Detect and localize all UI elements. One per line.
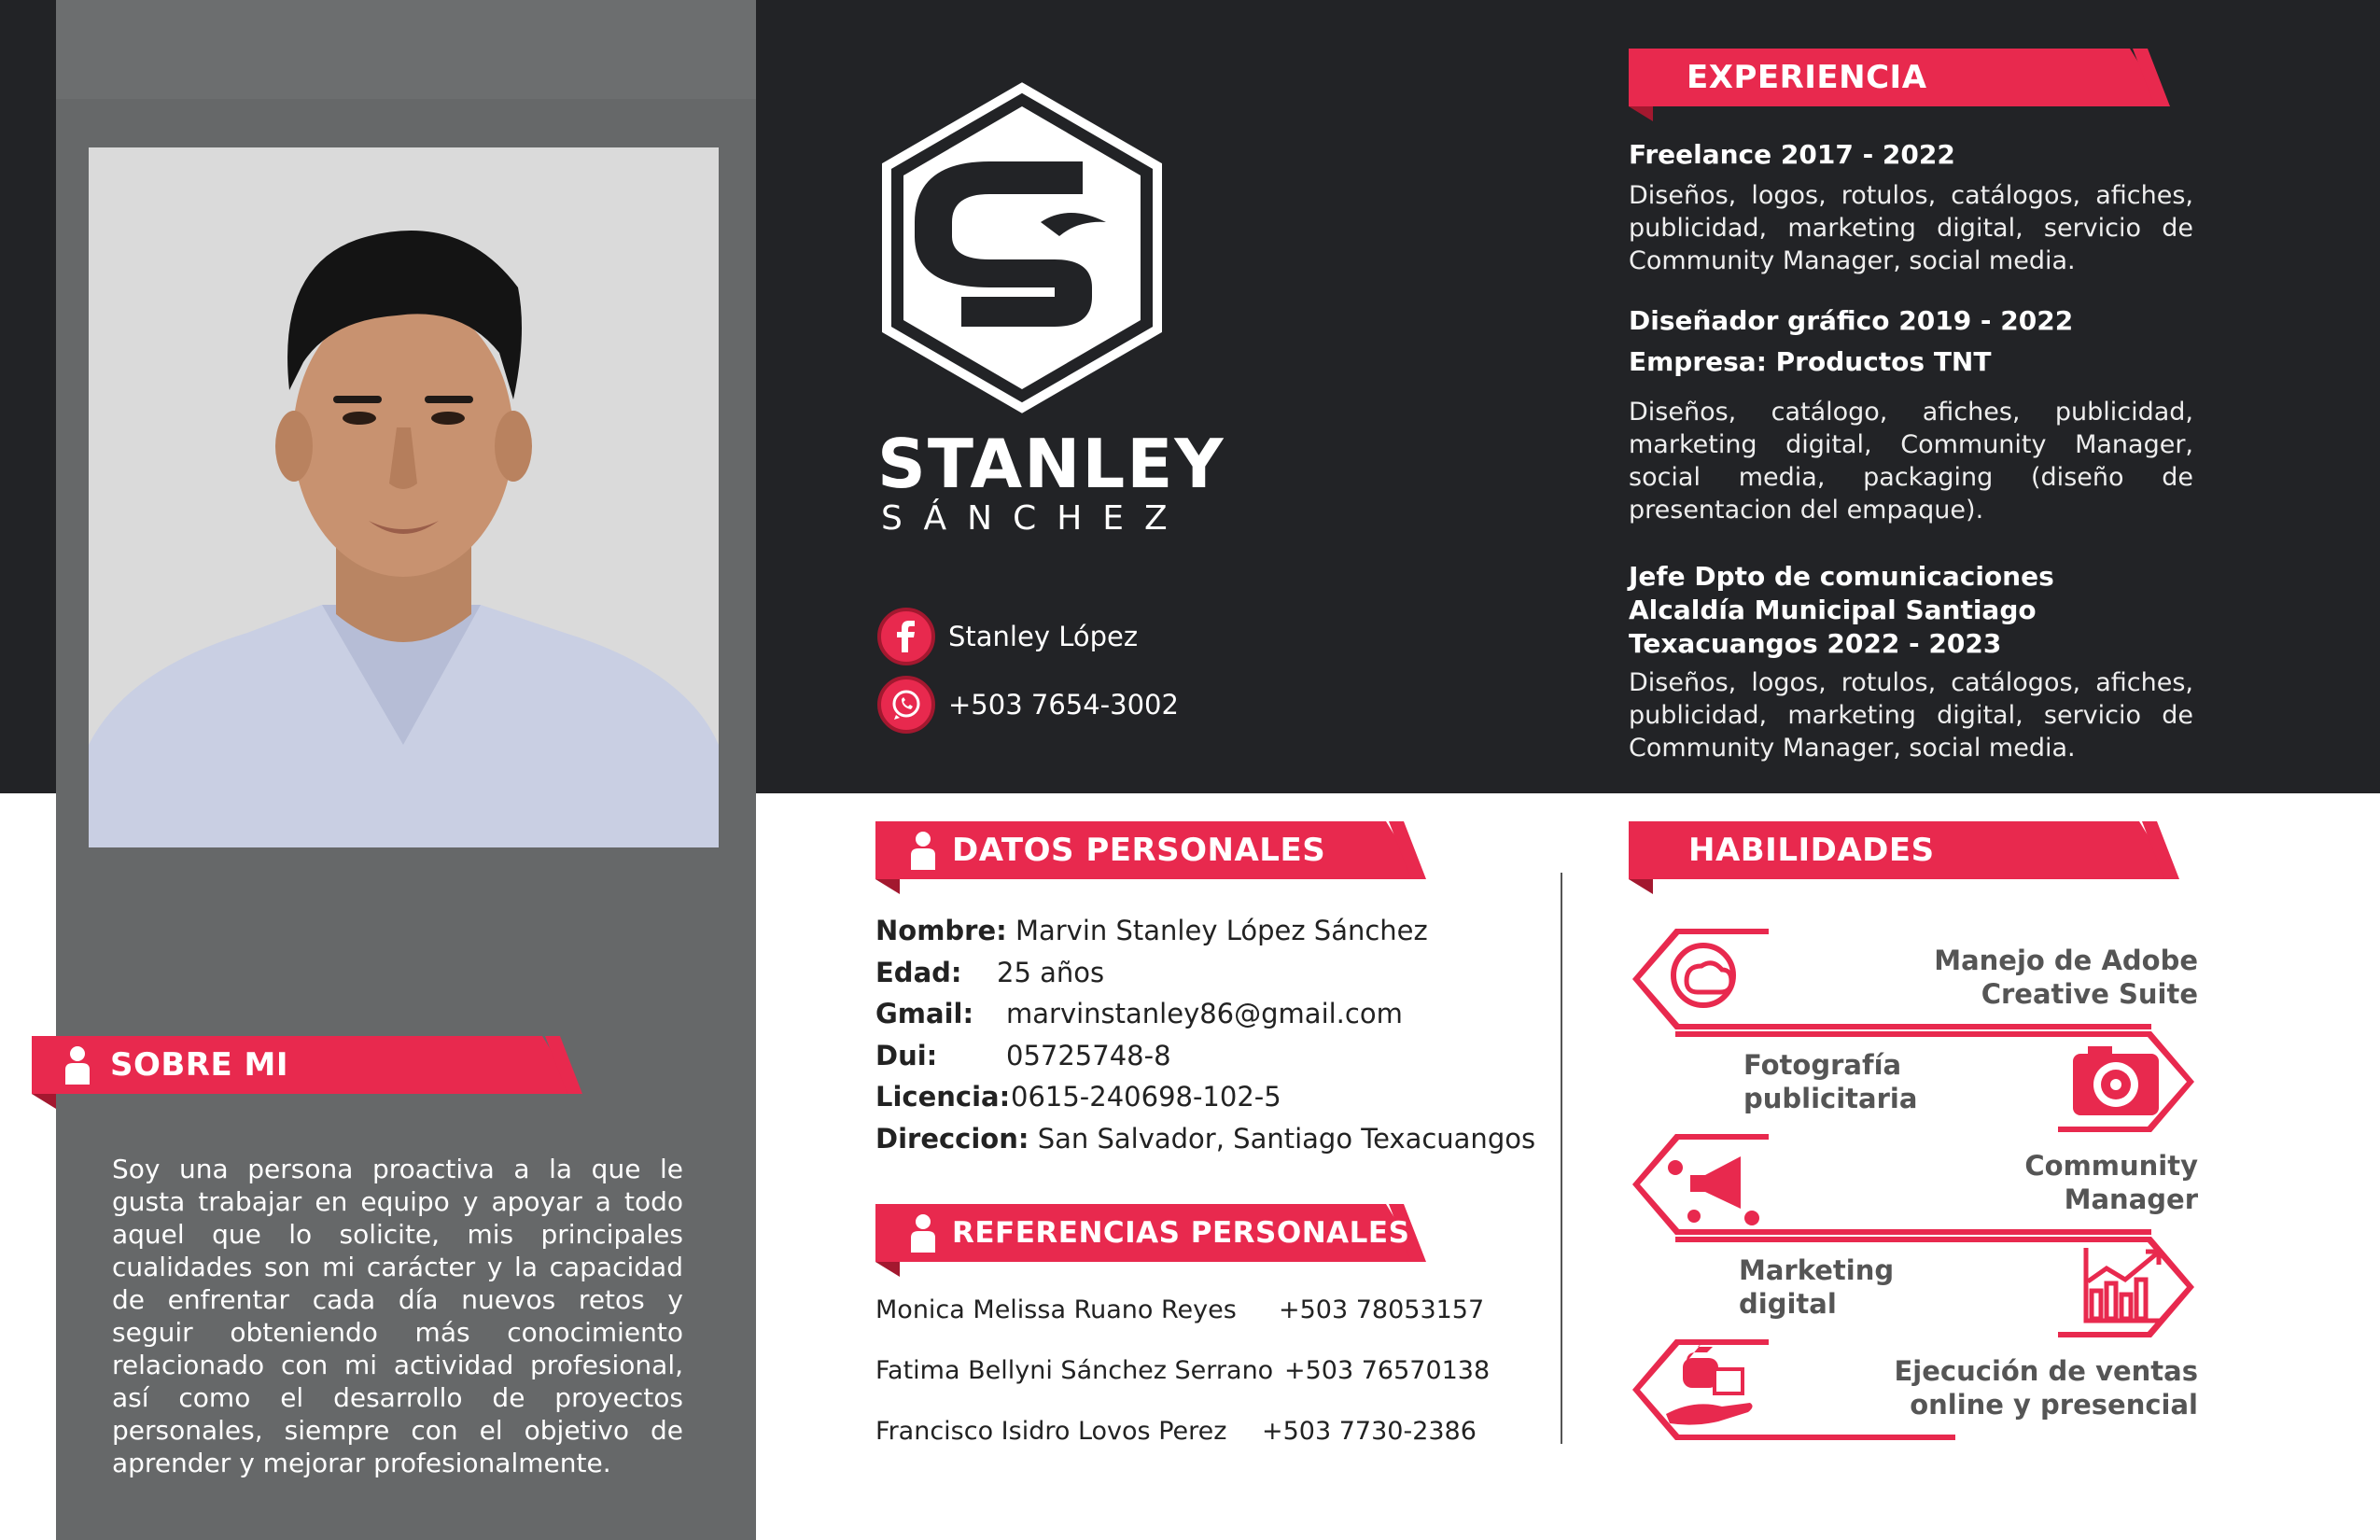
- personal-data-header: [875, 821, 1445, 879]
- whatsapp-number: +503 7654-3002: [948, 689, 1179, 721]
- skill-label: Ejecución de ventas: [1894, 1355, 2198, 1387]
- about-header: [32, 1036, 601, 1094]
- skill-label: digital: [1739, 1288, 1837, 1320]
- person-icon: [63, 1045, 91, 1085]
- about-title: SOBRE MI: [110, 1046, 289, 1084]
- contact-whatsapp[interactable]: [877, 676, 1179, 734]
- skill-item: [1629, 927, 2198, 1031]
- person-icon: [909, 831, 937, 870]
- skill-item: [1629, 1132, 2198, 1237]
- whatsapp-icon: [877, 676, 935, 734]
- experience-item-company: Empresa: Productos TNT: [1629, 346, 1992, 377]
- camera-icon: [2073, 1046, 2159, 1115]
- brand-logo: [877, 82, 1167, 413]
- personal-data-row: Gmail: marvinstanley86@gmail.com: [875, 998, 1403, 1029]
- experience-item-title: Alcaldía Municipal Santiago: [1629, 595, 2037, 625]
- personal-data-row: Edad: 25 años: [875, 956, 1105, 988]
- references-title: REFERENCIAS PERSONALES: [952, 1216, 1410, 1250]
- personal-data-row: Nombre: Marvin Stanley López Sánchez: [875, 915, 1428, 946]
- person-icon: [909, 1213, 937, 1253]
- experience-item: [1629, 560, 2193, 764]
- brand-first-name: STANLEY: [877, 425, 1225, 503]
- skills-header: [1629, 821, 2198, 879]
- skill-label: Marketing: [1739, 1254, 1895, 1286]
- experience-item-title: Freelance 2017 - 2022: [1629, 139, 1955, 170]
- about-text: Soy una persona proactiva a la que le gusta trabajar en equipo y apoyar a todo aquel que lo solicite, mis principales cualidades son mi carácter y la capacidad de enfrentar cada día nuevos retos y seguir obteniendo más conocimiento relacionado con mi actividad profesional, así como el desarrollo de proyectos personales, siempre con el objetivo de aprender y mejorar profesionalmente.: [112, 1154, 683, 1478]
- references-header: [875, 1204, 1445, 1262]
- experience-item-desc: Diseños, catálogo, afiches, publicidad, marketing digital, Community Manager, social media, packaging (diseño de presentacion del empaque).: [1629, 398, 2193, 525]
- skill-item: [1629, 1029, 2198, 1134]
- skill-label: publicitaria: [1743, 1083, 1918, 1114]
- skill-label: Community: [2024, 1150, 2198, 1182]
- experience-item-title: Texacuangos 2022 - 2023: [1629, 628, 2002, 659]
- skill-label: Fotografía: [1743, 1049, 1902, 1081]
- brand-last-name: SÁNCHEZ: [881, 499, 1188, 538]
- facebook-name: Stanley López: [948, 621, 1139, 652]
- personal-data-row: Direccion: San Salvador, Santiago Texacuangos: [875, 1122, 1536, 1155]
- experience-item-title: Jefe Dpto de comunicaciones: [1629, 561, 2054, 592]
- experience-header: [1629, 49, 2189, 106]
- reference-item: Monica Melissa Ruano Reyes +503 78053157: [875, 1295, 1485, 1324]
- skill-label: online y presencial: [1910, 1389, 2198, 1421]
- megaphone-icon: [1668, 1156, 1759, 1225]
- personal-data-row: Dui: 05725748-8: [875, 1039, 1171, 1071]
- experience-item-desc: Diseños, logos, rotulos, catálogos, afiches, publicidad, marketing digital, servicio de Community Manager, social media.: [1629, 181, 2193, 275]
- reference-item: Francisco Isidro Lovos Perez +503 7730-2386: [875, 1417, 1477, 1446]
- experience-item: [1629, 304, 2193, 526]
- skill-label: Creative Suite: [1981, 978, 2198, 1010]
- personal-data-list: [875, 910, 1535, 1159]
- column-divider: [1561, 873, 1562, 1444]
- experience-item-desc: Diseños, logos, rotulos, catálogos, afiches, publicidad, marketing digital, servicio de Community Manager, social media.: [1629, 668, 2193, 763]
- facebook-icon: [877, 608, 935, 665]
- personal-data-row: Licencia:0615-240698-102-5: [875, 1081, 1281, 1113]
- personal-data-title: DATOS PERSONALES: [952, 832, 1326, 869]
- experience-item-title: Diseñador gráfico 2019 - 2022: [1629, 305, 2074, 336]
- skill-label: Manager: [2064, 1183, 2198, 1215]
- money-hand-icon: [1666, 1341, 1753, 1425]
- skill-item: [1629, 1337, 2198, 1442]
- creative-cloud-icon: [1673, 945, 1733, 1005]
- growth-chart-icon: [2086, 1248, 2161, 1321]
- reference-item: Fatima Bellyni Sánchez Serrano +503 76570138: [875, 1356, 1491, 1385]
- contact-facebook[interactable]: [877, 608, 1138, 665]
- left-top-bar: [56, 0, 756, 99]
- skills-title: HABILIDADES: [1688, 832, 1935, 869]
- profile-photo: [89, 147, 719, 847]
- skill-label: Manejo de Adobe: [1934, 945, 2198, 976]
- experience-item: [1629, 138, 2193, 277]
- experience-title: EXPERIENCIA: [1687, 59, 1927, 96]
- skill-item: [1629, 1235, 2198, 1339]
